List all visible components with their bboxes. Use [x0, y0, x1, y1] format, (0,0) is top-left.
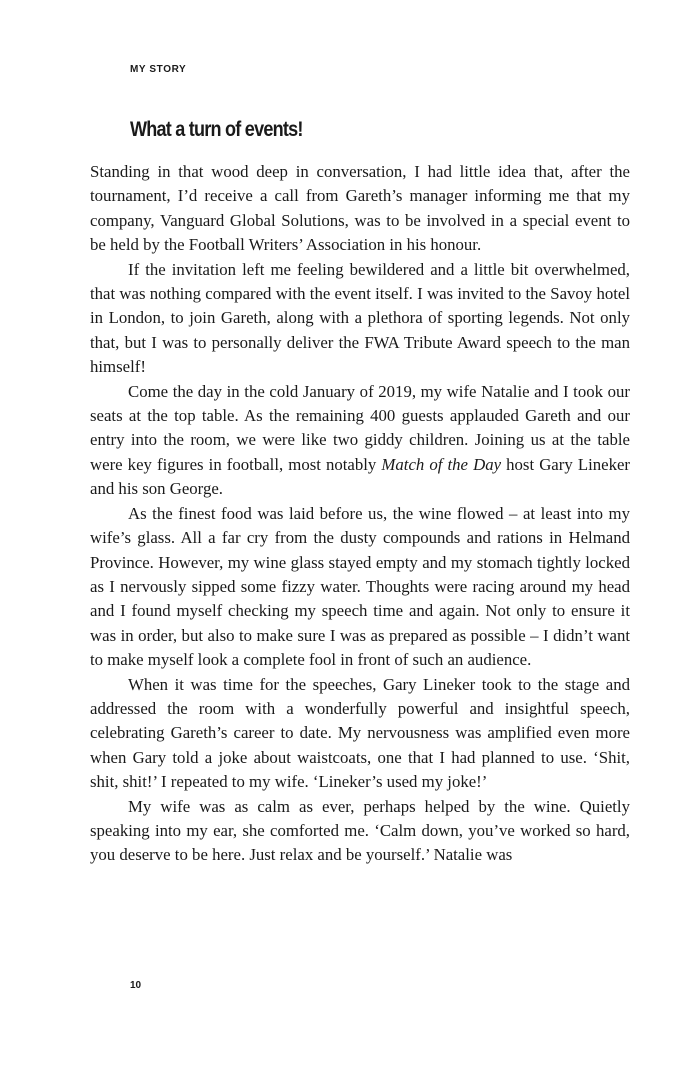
paragraph-3: [90, 380, 630, 502]
paragraph-5: When it was time for the speeches, Gary Lineker took to the stage and addressed the room with a wonderfully powerful and insightful speech, celebrating Gareth’s career to date. My nervousness was amplified even more when Gary told a joke about waistcoats, one that I had planned to use. ‘Shit, shit, shit!’ I repeated to my wife. ‘Lineker’s used my joke!’: [90, 674, 630, 792]
paragraph-4: As the finest food was laid before us, the wine flowed – at least into my wife’s glass. All a far cry from the dusty compounds and rations in Helmand Province. However, my wine glass stayed empty and my stomach tightly locked as I nervously sipped some fizzy water. Thoughts were racing around my head and I found myself checking my speech time and again. Not only to ensure it was in order, but also to make sure I was as prepared as possible – I didn’t want to make myself look a complete fool in front of such an audience.: [90, 503, 630, 670]
section-heading: What a turn of events!: [130, 118, 303, 141]
paragraph-6: My wife was as calm as ever, perhaps helped by the wine. Quietly speaking into my ear, she comforted me. ‘Calm down, you’ve worked so hard, you deserve to be here. Just relax and be yourself.’ Natalie was: [90, 796, 630, 865]
body-text: [90, 160, 630, 868]
paragraph-3-text: Come the day in the cold January of 2019, my wife Natalie and I took our seats at the top table. As the remaining 400 guests applauded Gareth and our entry into the room, we were like two giddy children. Joining us at the table were key figures in football, most notably: [90, 381, 630, 474]
running-head: MY STORY: [130, 64, 187, 75]
page-number: 10: [130, 980, 142, 991]
paragraph-3-end: host Gary Lineker and his son George.: [90, 454, 630, 499]
programme-title: Match of the Day: [381, 454, 502, 474]
paragraph-1: Standing in that wood deep in conversation, I had little idea that, after the tournament, I’d receive a call from Gareth’s manager informing me that my company, Vanguard Global Solutions, was to be involved in a special event to be held by the Football Writers’ Association in his honour.: [90, 162, 630, 255]
paragraph-2: If the invitation left me feeling bewildered and a little bit overwhelmed, that was nothing compared with the event itself. I was invited to the Savoy hotel in London, to join Gareth, along with a plethora of sporting legends. Not only that, but I was to personally deliver the FWA Tribute Award speech to the man himself!: [90, 259, 630, 377]
